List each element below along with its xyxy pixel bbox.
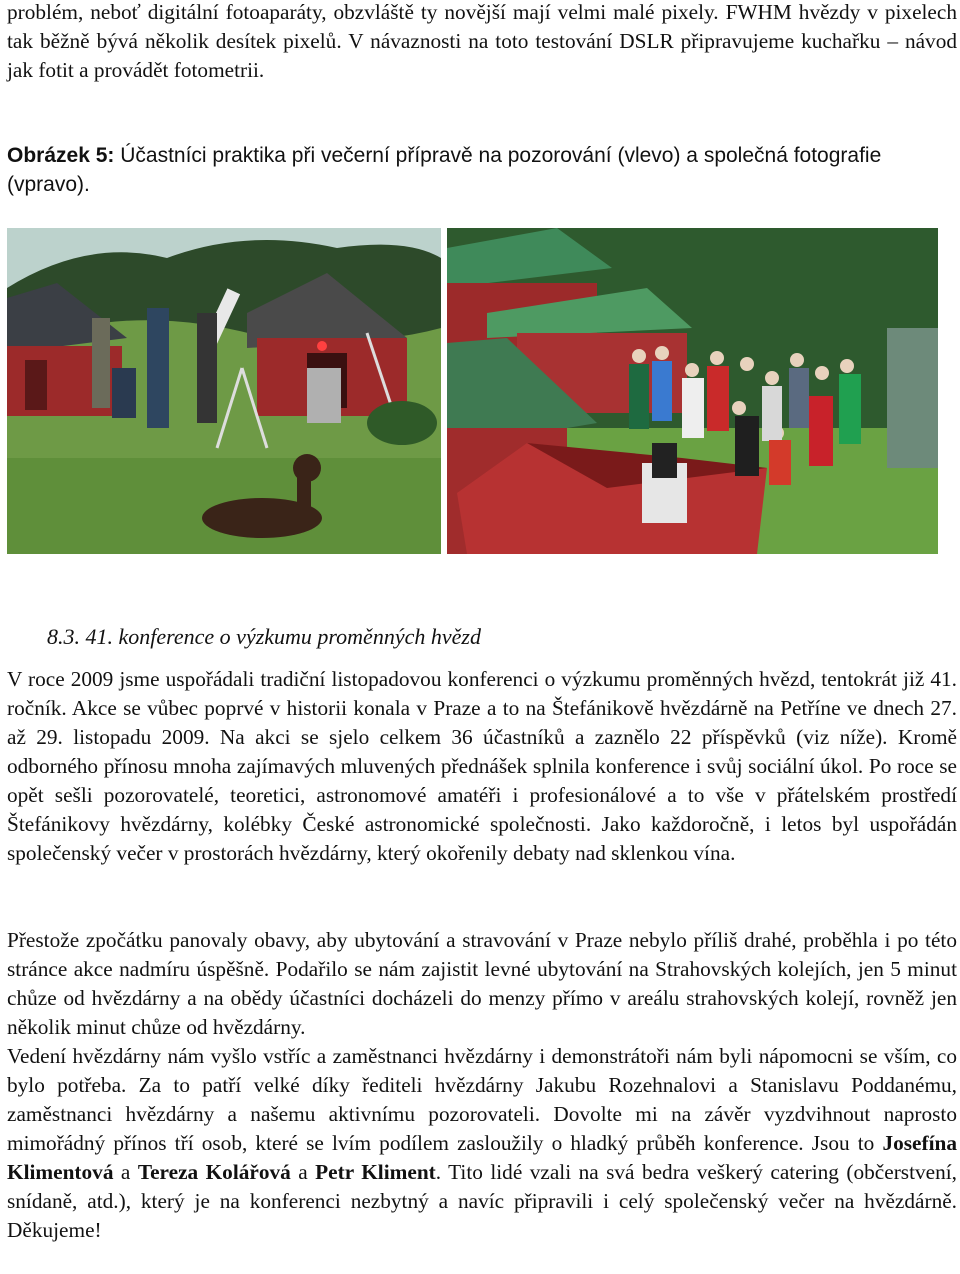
paragraph-conference-intro: V roce 2009 jsme uspořádali tradiční listopadovou konferenci o výzkumu proměnných hvězd, tentokrát již 41. ročník. Akce se vůbec poprvé v historii konala v Praze a to na Štefánikově hvězdárně na Petříne ve dnech 27. až 29. listopadu 2009. Na akci se sjelo celkem 36 účastníků a zaznělo 22 příspěvků (viz níže). Kromě odborného přínosu mnoha zajímavých mluvených přednášek splnila konference i svůj sociální úkol. Po roce se opět sešli pozorovatelé, teoretici, astronomové amatéři i profesionálové a to vše v přátelském prostředí Štefánikovy hvězdárny, kolébky České astronomické společnosti. Jako každoročně, i letos byl uspořádán společenský večer v prostorách hvězdárny, který okořenily debaty nad sklenkou vína. [7, 667, 957, 865]
ack-and-2: a [290, 1160, 316, 1184]
name-josefina: Josefína Klimentová [7, 1131, 957, 1184]
photo-group-picture [447, 228, 938, 554]
photo-observing-preparation [7, 228, 441, 554]
figure-caption-text: Účastníci praktika při večerní přípravě na pozorování (vlevo) a společná fotografie (vpravo). [7, 144, 882, 196]
name-tereza: Tereza Kolářová [137, 1160, 291, 1184]
intro-paragraph: problém, neboť digitální fotoaparáty, obzvláště ty novější mají velmi malé pixely. FWHM hvězdy v pixelech tak běžně bývá několik desítek pixelů. V návaznosti na toto testování DSLR připravujeme kuchařku – návod jak fotit a provádět fotometrii. [7, 0, 957, 82]
ack-and-1: a [113, 1160, 138, 1184]
ack-text-start: Vedení hvězdárny nám vyšlo vstříc a zaměstnanci hvězdárny i demonstrátoři nám byli nápomocni se vším, co bylo potřeba. Za to patří velké díky řediteli hvězdárny Jakubu Rozehnalovi a Stanislavu Poddanému, zaměstnanci hvězdárny a našemu aktivnímu pozorovateli. Dovolte mi na závěr vyzdvihnout naprosto mimořádný přínos tří osob, které se lvím podílem zasloužily o hladký průběh konference. Jsou to [7, 1044, 957, 1155]
section-heading: 8.3. 41. konference o výzkumu proměnných hvězd [47, 624, 481, 649]
name-petr: Petr Kliment [315, 1160, 436, 1184]
paragraph-accommodation: Přestože zpočátku panovaly obavy, aby ubytování a stravování v Praze nebylo příliš drahé, proběhla i po této stránce akce nadmíru úspěšně. Podařilo se nám zajistit levné ubytování na Strahovských kolejích, jen 5 minut chůze od hvězdárny a na obědy účastníci docházeli do menzy přímo v areálu strahovských kolejí, rovněž jen několik minut chůze od hvězdárny. [7, 928, 957, 1039]
figure-label: Obrázek 5: [7, 144, 115, 167]
paragraph-acknowledgements [7, 1042, 957, 1245]
figure-caption [7, 141, 947, 199]
ack-text-end: . Tito lidé vzali na svá bedra veškerý catering (občerstvení, snídaně, atd.), který je na konferenci nezbytný a navíc připravili i celý společenský večer na hvězdárně. Děkujeme! [7, 1160, 957, 1242]
